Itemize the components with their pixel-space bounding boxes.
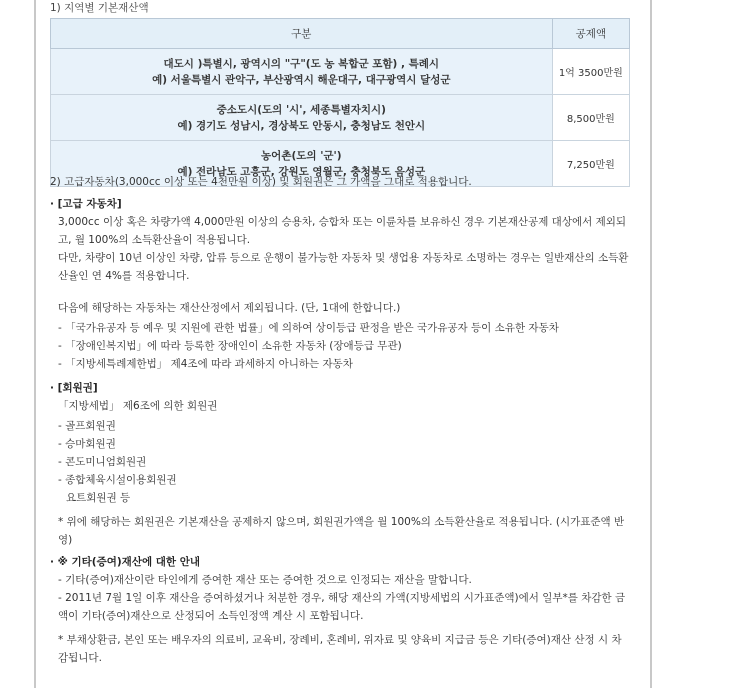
region-name: 농어촌(도의 '군') — [261, 149, 342, 162]
car-paragraph: 다만, 차량이 10년 이상인 차량, 압류 등으로 운행이 불가능한 자동차 및 생업용 자동차로 소명하는 경우는 일반재산의 소득환산율인 연 4%를 적용합니다. — [58, 252, 629, 282]
gift-note: * 부채상환금, 본인 또는 배우자의 의료비, 교육비, 장례비, 혼례비, 위자료 및 양육비 지급금 등은 기타(증여)재산 산정 시 차감됩니다. — [58, 634, 622, 664]
list-item: - 2011년 7월 1일 이후 재산을 증여하셨거나 처분한 경우, 해당 재산의 가액(지방세법의 시가표준액)에서 일부*를 차감한 금액이 기타(증여)재산으로 산정되어 소득인정액 계산 시 포함됩니다. — [58, 592, 626, 622]
table-row — [51, 49, 630, 95]
list-item: - 종합체육시설이용회원권 — [58, 474, 177, 486]
region-example: 예) 경기도 성남시, 경상북도 안동시, 충청남도 천안시 — [177, 119, 426, 132]
car-section — [50, 195, 630, 373]
car-paragraph: 3,000cc 이상 혹은 차량가액 4,000만원 이상의 승용차, 승합차 또는 이륜차를 보유하신 경우 기본재산공제 대상에서 제외되고, 월 100%의 소득환산율이 적용됩니다. — [58, 216, 627, 246]
header-category: 구분 — [51, 19, 553, 49]
table-row — [51, 95, 630, 141]
region-example: 예) 전라남도 고흥군, 강원도 영월군, 충청북도 음성군 — [177, 165, 426, 178]
region-name: 중소도시(도의 '시', 세종특별자치시) — [216, 103, 386, 116]
gift-heading: · ※ 기타(증여)재산에 대한 안내 — [50, 556, 200, 568]
car-paragraph: 다음에 해당하는 자동차는 재산산정에서 제외됩니다. (단, 1대에 한합니다.) — [58, 302, 401, 314]
basic-property-table — [50, 18, 630, 187]
list-item: - 「국가유공자 등 예우 및 지원에 관한 법률」에 의하여 상이등급 판정을 받은 국가유공자 등이 소유한 자동차 — [58, 322, 559, 334]
list-item: - 승마회원권 — [58, 438, 116, 450]
luxury-note: 2) 고급자동차(3,000cc 이상 또는 4천만원 이상) 및 회원권은 그 가액을 그대로 적용합니다. — [50, 176, 472, 188]
header-amount: 공제액 — [552, 19, 629, 49]
car-heading: · [고급 자동차] — [50, 198, 122, 210]
membership-heading: · [회원권] — [50, 382, 98, 394]
membership-sub: 「지방세법」 제6조에 의한 회원권 — [58, 400, 218, 412]
list-item: - 「장애인복지법」에 따라 등록한 장애인이 소유한 자동차 (장애등급 무관) — [58, 340, 402, 352]
list-item: - 「지방세특례제한법」 제4조에 따라 과세하지 아니하는 자동차 — [58, 358, 353, 370]
list-item: - 기타(증여)재산이란 타인에게 증여한 재산 또는 증여한 것으로 인정되는 재산을 말합니다. — [58, 574, 472, 586]
region-example: 예) 서울특별시 관악구, 부산광역시 해운대구, 대구광역시 달성군 — [152, 73, 451, 86]
gift-section — [50, 553, 630, 667]
amount-cell: 8,500만원 — [552, 95, 629, 141]
list-item: - 골프회원권 — [58, 420, 116, 432]
amount-cell: 7,250만원 — [552, 141, 629, 187]
region-cell — [51, 95, 553, 141]
section-title: 1) 지역별 기본재산액 — [50, 2, 149, 14]
amount-cell: 1억 3500만원 — [552, 49, 629, 95]
list-item: - 콘도미니엄회원권 — [58, 456, 147, 468]
list-item: 요트회원권 등 — [66, 492, 131, 504]
region-cell — [51, 49, 553, 95]
region-name: 대도시 )특별시, 광역시의 "구"(도 농 복합군 포함) , 특례시 — [163, 57, 440, 70]
membership-note: * 위에 해당하는 회원권은 기본재산을 공제하지 않으며, 회원권가액을 월 100%의 소득환산율로 적용됩니다. (시가표준액 반영) — [58, 516, 625, 546]
membership-section — [50, 379, 630, 549]
content-frame — [34, 0, 652, 688]
